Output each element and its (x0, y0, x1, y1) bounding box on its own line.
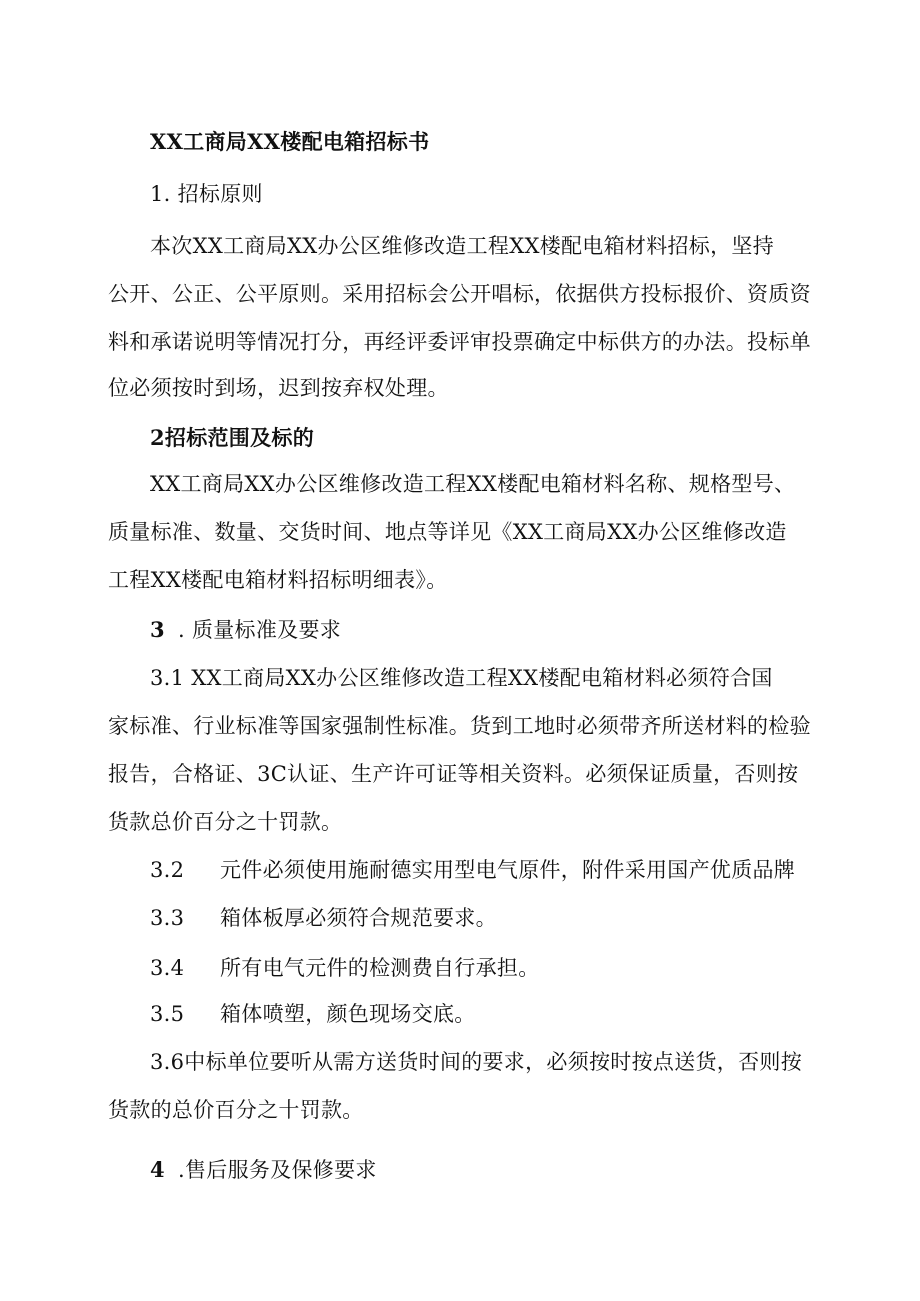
item-3-2-number: 3.2 (150, 858, 185, 882)
section-1-line-2: 公开、公正、公平原则。采用招标会公开唱标，依据供方投标报价、资质资 (108, 282, 811, 306)
item-3-5 (150, 1000, 476, 1028)
document-title: XX工商局XX楼配电箱招标书 (150, 129, 430, 154)
item-3-5-number: 3.5 (150, 1002, 185, 1026)
item-3-3 (150, 904, 497, 932)
section-2-line-1: XX工商局XX办公区维修改造工程XX楼配电箱材料名称、规格型号、 (150, 472, 796, 496)
item-3-6-line-1: 3.6中标单位要听从需方送货时间的要求，必须按时按点送货，否则按 (150, 1050, 802, 1074)
section-1-line-4: 位必须按时到场，迟到按弃权处理。 (108, 376, 449, 400)
item-3-1-line-2: 家标准、行业标准等国家强制性标准。货到工地时必须带齐所送材料的检验 (108, 714, 811, 738)
item-3-1-line-3: 报告，合格证、3C认证、生产许可证等相关资料。必须保证质量，否则按 (108, 762, 799, 786)
section-1-line-3: 料和承诺说明等情况打分，再经评委评审投票确定中标供方的办法。投标单 (108, 330, 811, 354)
item-3-1-line-1: 3.1 XX工商局XX办公区维修改造工程XX楼配电箱材料必须符合国 (150, 666, 773, 690)
section-2-line-3: 工程XX楼配电箱材料招标明细表》。 (108, 568, 448, 592)
item-3-3-number: 3.3 (150, 906, 185, 930)
section-3-heading-text: . 质量标准及要求 (178, 618, 342, 642)
item-3-5-text: 箱体喷塑，颜色现场交底。 (220, 1002, 476, 1026)
item-3-2-text: 元件必须使用施耐德实用型电气原件，附件采用国产优质品牌 (220, 858, 796, 882)
section-4-heading (150, 1156, 377, 1184)
section-4-number: 4 (150, 1157, 165, 1182)
section-4-heading-text: .售后服务及保修要求 (178, 1158, 377, 1182)
item-3-4-number: 3.4 (150, 956, 185, 980)
item-3-6-line-2: 货款的总价百分之十罚款。 (108, 1098, 364, 1122)
section-2-line-2: 质量标准、数量、交货时间、地点等详见《XX工商局XX办公区维修改造 (108, 520, 787, 544)
section-3-number: 3 (150, 617, 165, 642)
section-3-heading (150, 616, 341, 644)
item-3-4-text: 所有电气元件的检测费自行承担。 (220, 956, 540, 980)
section-1-line-1: 本次XX工商局XX办公区维修改造工程XX楼配电箱材料招标，坚持 (150, 234, 774, 258)
section-1-heading: 1. 招标原则 (150, 182, 263, 206)
item-3-4 (150, 954, 540, 982)
section-2-heading: 2招标范围及标的 (150, 425, 315, 450)
item-3-3-text: 箱体板厚必须符合规范要求。 (220, 906, 497, 930)
item-3-2 (150, 856, 795, 884)
item-3-1-line-4: 货款总价百分之十罚款。 (108, 810, 343, 834)
